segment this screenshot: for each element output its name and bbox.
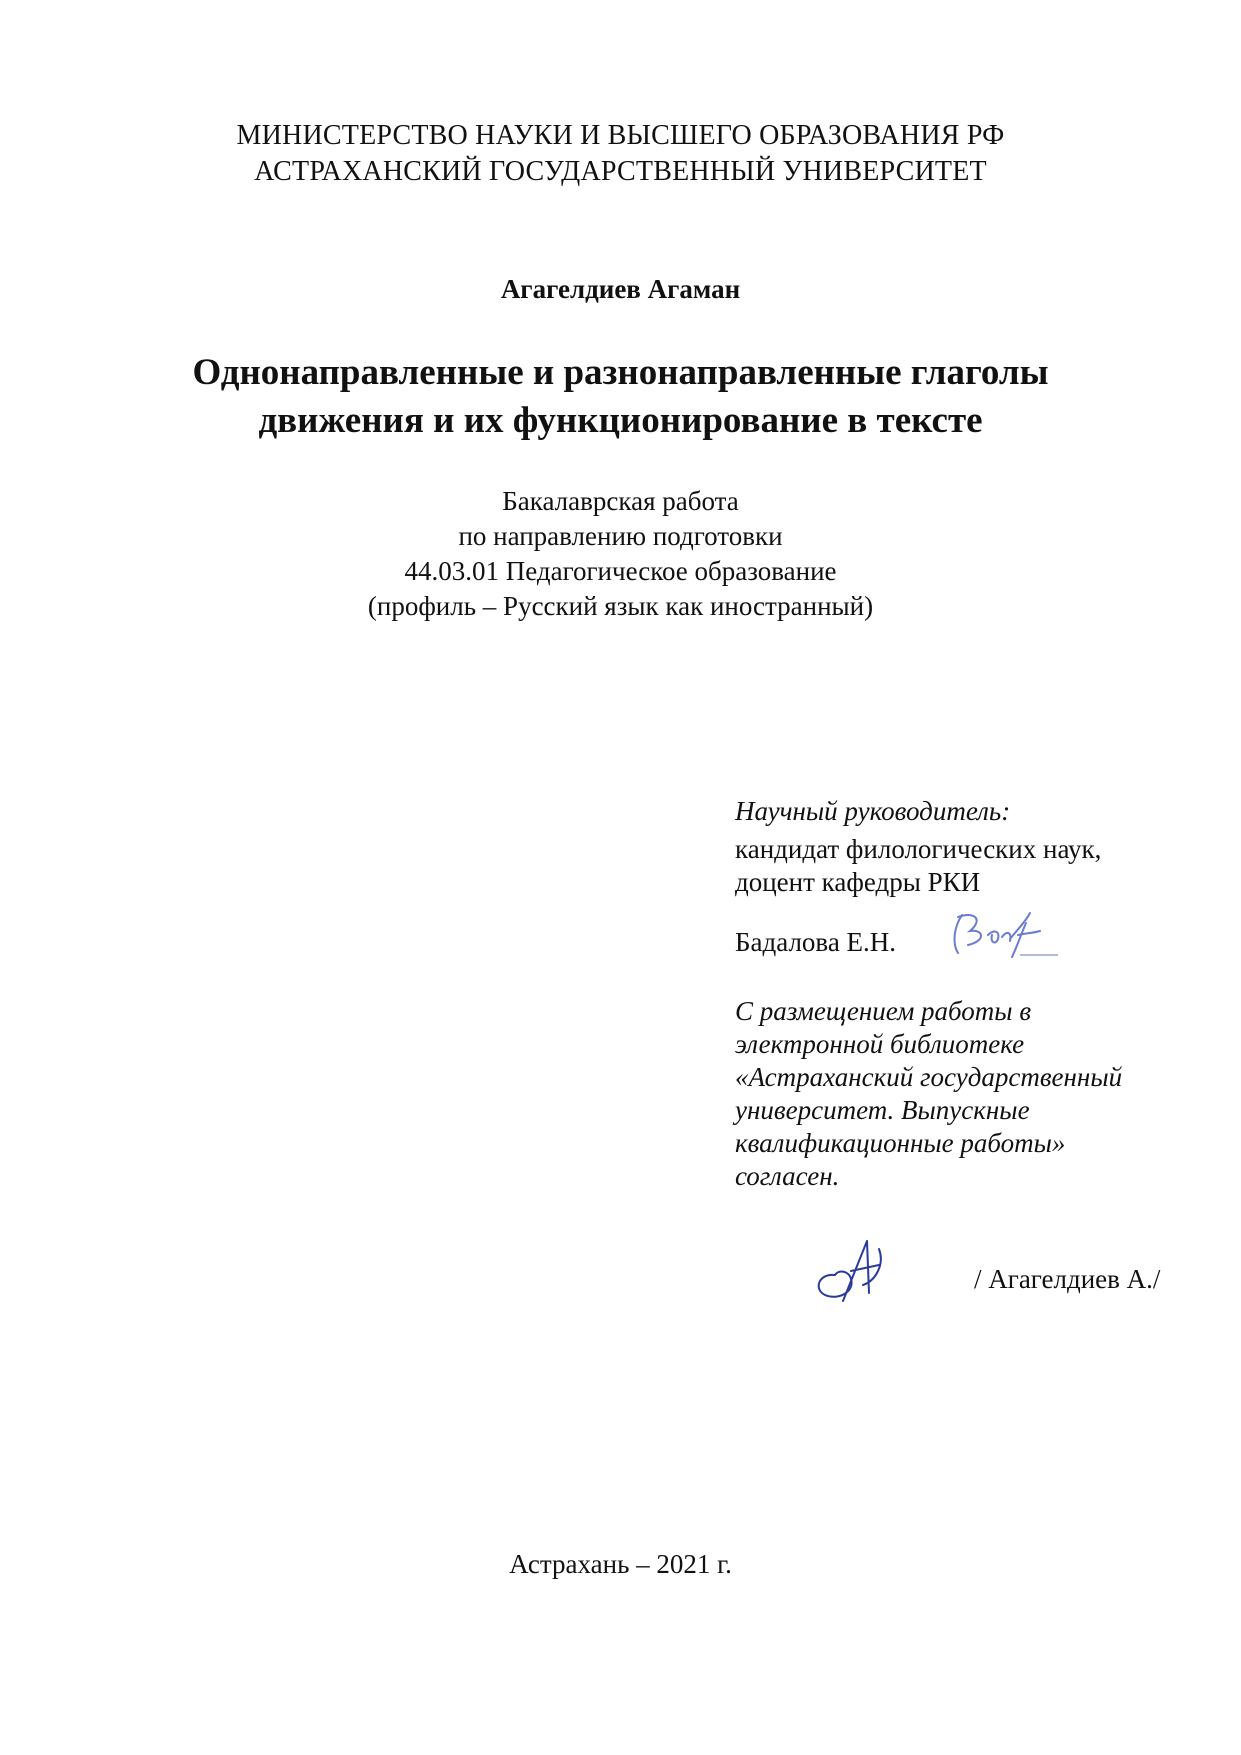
supervisor-name: Бадалова Е.Н. xyxy=(735,927,897,957)
ministry-name: МИНИСТЕРСТВО НАУКИ И ВЫСШЕГО ОБРАЗОВАНИЯ РФ xyxy=(236,120,1005,151)
program-name: 44.03.01 Педагогическое образование xyxy=(404,556,837,586)
thesis-title xyxy=(0,349,1241,445)
author-name: Агагелдиев Агаман xyxy=(500,274,741,304)
supervisor-info xyxy=(735,833,1205,899)
supervisor-signature-icon xyxy=(940,905,1060,960)
work-description xyxy=(0,484,1241,624)
institution-header xyxy=(0,118,1241,190)
university-name: АСТРАХАНСКИЙ ГОСУДАРСТВЕННЫЙ УНИВЕРСИТЕТ xyxy=(254,156,987,187)
consent-line: университет. Выпускные xyxy=(735,1095,1030,1125)
thesis-title-line-2: движения и их функционирование в тексте xyxy=(258,400,983,441)
consent-line: квалификационные работы» xyxy=(735,1128,1066,1158)
consent-line: «Астраханский государственный xyxy=(735,1062,1123,1092)
consent-line: электронной библиотеке xyxy=(735,1029,1025,1059)
supervisor-degree: кандидат филологических наук, xyxy=(735,834,1102,864)
consent-line: согласен. xyxy=(735,1161,840,1191)
consent-line: С размещением работы в xyxy=(735,996,1032,1026)
student-signature-icon xyxy=(805,1235,905,1305)
thesis-title-line-1: Однонаправленные и разнонаправленные глаголы xyxy=(192,352,1049,393)
supervisor-label: Научный руководитель: xyxy=(735,796,1011,826)
program-profile: (профиль – Русский язык как иностранный) xyxy=(367,591,874,621)
consent-statement xyxy=(735,995,1205,1193)
direction-label: по направлению подготовки xyxy=(458,521,783,551)
city-year: Астрахань – 2021 г. xyxy=(509,1549,732,1579)
supervisor-position: доцент кафедры РКИ xyxy=(735,867,981,897)
student-signature-name: / Агагелдиев А./ xyxy=(974,1264,1161,1294)
work-type: Бакалаврская работа xyxy=(502,486,739,516)
